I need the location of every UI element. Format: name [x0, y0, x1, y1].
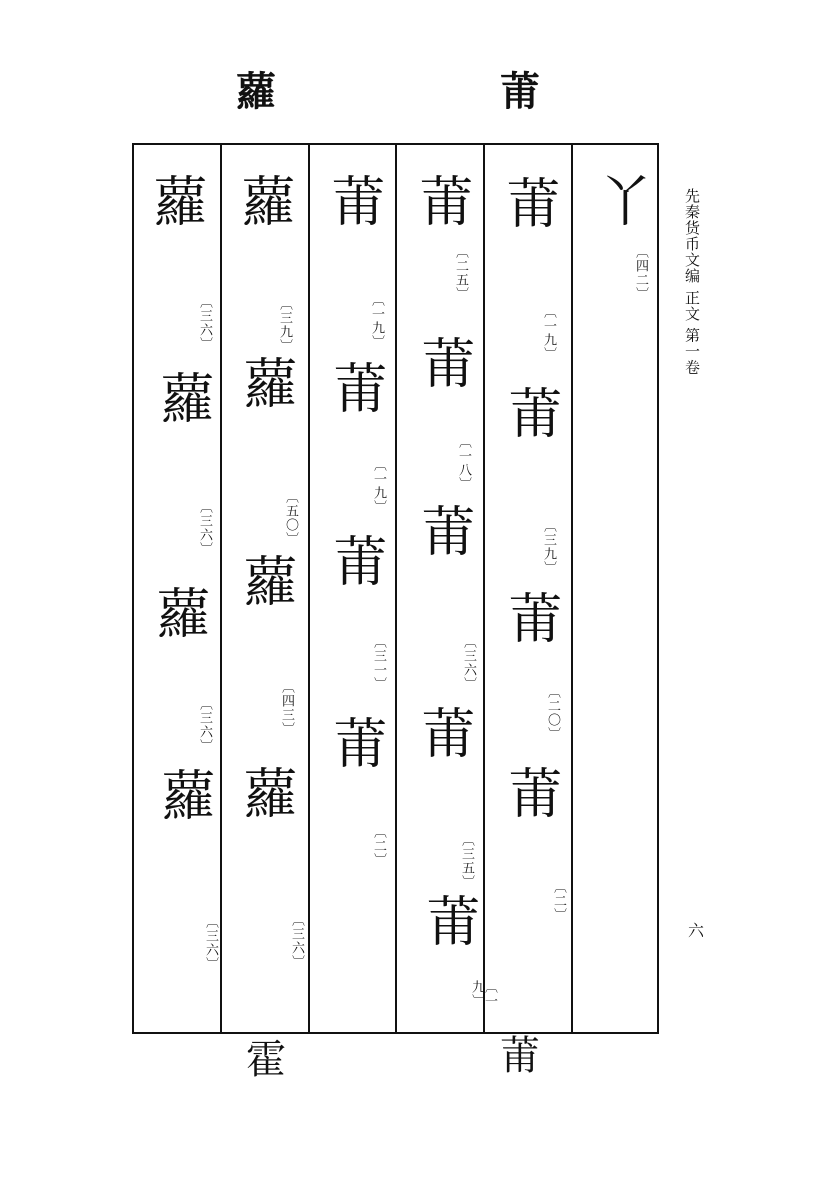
glyph: 莆	[325, 360, 388, 414]
glyph: 莆	[500, 765, 563, 819]
glyph: 莆	[411, 173, 474, 227]
glyph: 莆	[500, 385, 563, 439]
source-ref: 〔 二〇 〕	[546, 685, 559, 741]
source-ref: 〔 五〇 〕	[284, 490, 297, 546]
table-rule	[657, 145, 659, 1032]
heading-bottom-left: 霍	[246, 1037, 286, 1083]
glyph: 丫	[590, 173, 653, 227]
heading-top-right: 莆	[500, 68, 540, 115]
source-ref: 〔 四三 〕	[280, 680, 293, 736]
glyph: 蘿	[235, 765, 298, 819]
glyph: 莆	[413, 705, 476, 759]
running-head: 先秦货币文编 正文 第一卷	[683, 188, 701, 376]
glyph: 蘿	[148, 585, 211, 639]
glyph: 蘿	[153, 767, 216, 821]
glyph: 莆	[325, 533, 388, 587]
source-ref: 〔 一九 〕	[470, 980, 496, 1032]
source-ref: 〔 三一 〕	[372, 635, 385, 691]
glyph: 莆	[413, 335, 476, 389]
table-rule	[395, 145, 397, 1032]
source-ref: 〔 三九 〕	[542, 519, 555, 575]
glyph: 蘿	[233, 173, 296, 227]
source-ref: 〔 三六 〕	[290, 913, 303, 969]
source-ref: 〔 一八 〕	[457, 435, 470, 491]
glyph: 莆	[418, 893, 481, 947]
glyph: 莆	[498, 175, 561, 229]
page-number: 六	[688, 921, 705, 940]
source-ref: 〔 三六 〕	[198, 697, 211, 753]
source-ref: 〔 三六 〕	[198, 295, 211, 351]
table-rule	[132, 145, 134, 1032]
source-ref: 〔 三六 〕	[204, 915, 217, 971]
glyph: 蘿	[152, 370, 215, 424]
table-rule	[571, 145, 573, 1032]
heading-top-left: 蘿	[236, 68, 276, 115]
table-rule	[220, 145, 222, 1032]
source-ref: 〔 二五 〕	[454, 245, 467, 301]
glyph-table	[132, 143, 659, 1034]
source-ref: 〔 四二 〕	[634, 245, 647, 301]
table-rule	[483, 145, 485, 1032]
glyph: 蘿	[145, 173, 208, 227]
source-ref: 〔 三六 〕	[198, 500, 211, 556]
glyph: 蘿	[235, 553, 298, 607]
glyph: 莆	[323, 173, 386, 227]
heading-bottom-right: 莆	[500, 1033, 540, 1079]
source-ref: 〔 三六 〕	[462, 635, 475, 691]
table-rule	[308, 145, 310, 1032]
source-ref: 〔 三九 〕	[278, 297, 291, 353]
source-ref: 〔 一九 〕	[372, 458, 385, 514]
glyph: 莆	[325, 715, 388, 769]
source-ref: 〔 二 〕	[552, 880, 565, 922]
glyph: 蘿	[235, 355, 298, 409]
source-ref: 〔 二 〕	[372, 825, 385, 867]
glyph: 莆	[413, 503, 476, 557]
source-ref: 〔 一九 〕	[370, 293, 383, 349]
source-ref: 〔 一九 〕	[542, 305, 555, 361]
glyph: 莆	[500, 590, 563, 644]
source-ref: 〔 三五 〕	[460, 833, 473, 889]
